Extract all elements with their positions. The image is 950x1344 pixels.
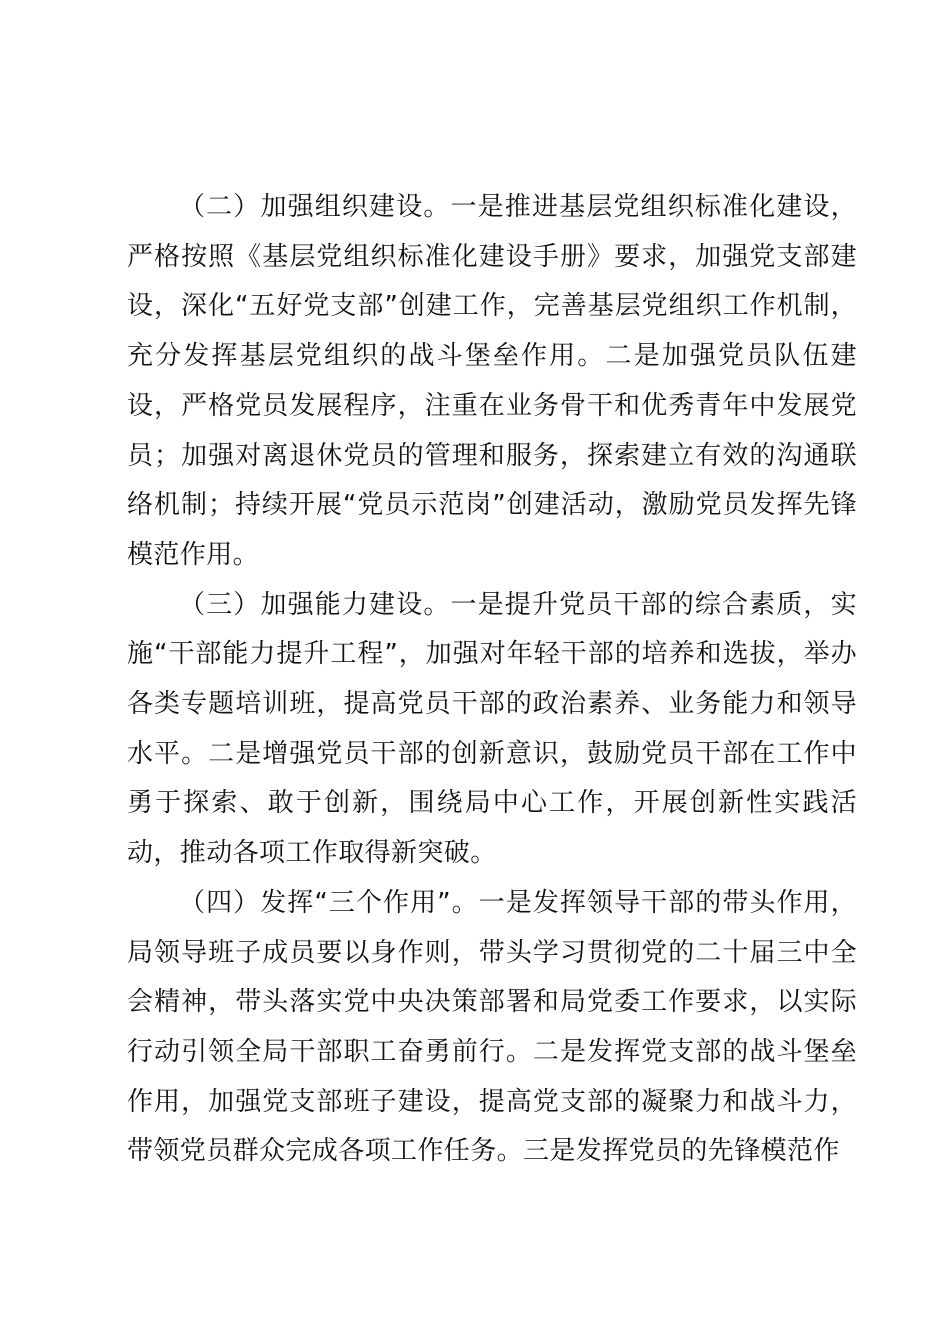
document-body <box>127 183 857 1177</box>
paragraph-three-roles: （四）发挥“三个作用”。一是发挥领导干部的带头作用，局领导班子成员要以身作则，带头学习贯彻党的二十届三中全会精神，带头落实党中央决策部署和局党委工作要求，以实际行动引领全局干部职工奋勇前行。二是发挥党支部的战斗堡垒作用，加强党支部班子建设，提高党支部的凝聚力和战斗力，带领党员群众完成各项工作任务。三是发挥党员的先锋模范作 <box>127 887 857 1167</box>
paragraph-organization-building: （二）加强组织建设。一是推进基层党组织标准化建设，严格按照《基层党组织标准化建设手册》要求，加强党支部建设，深化“五好党支部”创建工作，完善基层党组织工作机制，充分发挥基层党组织的战斗堡垒作用。二是加强党员队伍建设，严格党员发展程序，注重在业务骨干和优秀青年中发展党员；加强对离退休党员的管理和服务，探索建立有效的沟通联络机制；持续开展“党员示范岗”创建活动，激励党员发挥先锋模范作用。 <box>127 192 857 570</box>
paragraph-capacity-building: （三）加强能力建设。一是提升党员干部的综合素质，实施“干部能力提升工程”，加强对年轻干部的培养和选拔，举办各类专题培训班，提高党员干部的政治素养、业务能力和领导水平。二是增强党员干部的创新意识，鼓励党员干部在工作中勇于探索、敢于创新，围绕局中心工作，开展创新性实践活动，推动各项工作取得新突破。 <box>127 589 857 869</box>
